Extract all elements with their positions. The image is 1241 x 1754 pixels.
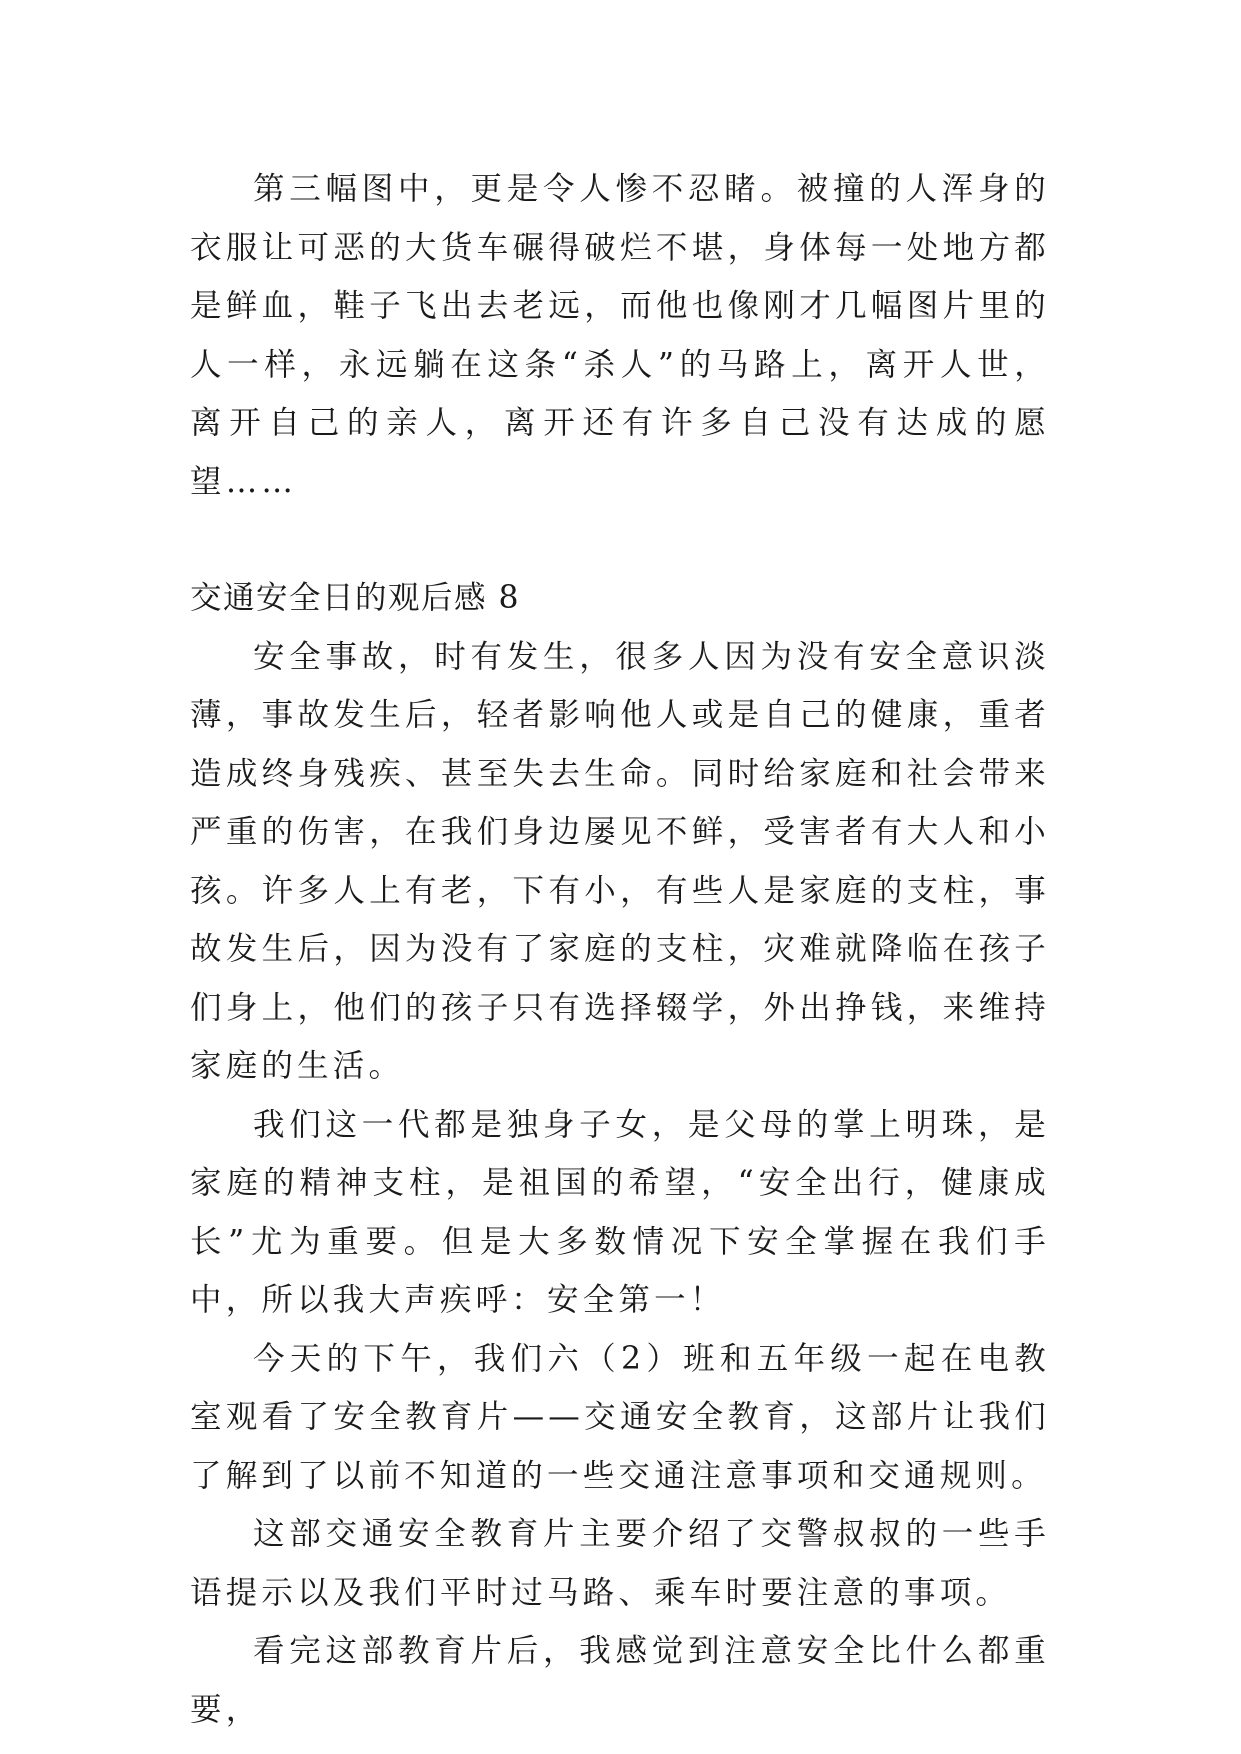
intro-paragraph: 第三幅图中，更是令人惨不忍睹。被撞的人浑身的衣服让可恶的大货车碾得破烂不堪，身体每一处地方都是鲜血，鞋子飞出去老远，而他也像刚才几幅图片里的人一样，永远躺在这条“杀人”的马路上，离开人世，离开自己的亲人，离开还有许多自己没有达成的愿望……: [190, 171, 1050, 500]
document-body: [190, 160, 1050, 1739]
paragraph-3: 今天的下午，我们六（2）班和五年级一起在电教室观看了安全教育片——交通安全教育，这部片让我们了解到了以前不知道的一些交通注意事项和交通规则。: [190, 1340, 1050, 1494]
paragraph-5: 看完这部教育片后，我感觉到注意安全比什么都重要，: [190, 1633, 1050, 1728]
paragraph-4: 这部交通安全教育片主要介绍了交警叔叔的一些手语提示以及我们平时过马路、乘车时要注意的事项。: [190, 1516, 1050, 1611]
paragraph-2: 我们这一代都是独身子女，是父母的掌上明珠，是家庭的精神支柱，是祖国的希望，“安全出行，健康成长”尤为重要。但是大多数情况下安全掌握在我们手中，所以我大声疾呼：安全第一！: [190, 1106, 1050, 1318]
section-spacer: [190, 511, 1050, 569]
paragraph-1: 安全事故，时有发生，很多人因为没有安全意识淡薄，事故发生后，轻者影响他人或是自己的健康，重者造成终身残疾、甚至失去生命。同时给家庭和社会带来严重的伤害，在我们身边屡见不鲜，受害者有大人和小孩。许多人上有老，下有小，有些人是家庭的支柱，事故发生后，因为没有了家庭的支柱，灾难就降临在孩子们身上，他们的孩子只有选择辍学，外出挣钱，来维持家庭的生活。: [190, 638, 1050, 1084]
section-title: 交通安全日的观后感 8: [190, 580, 521, 616]
